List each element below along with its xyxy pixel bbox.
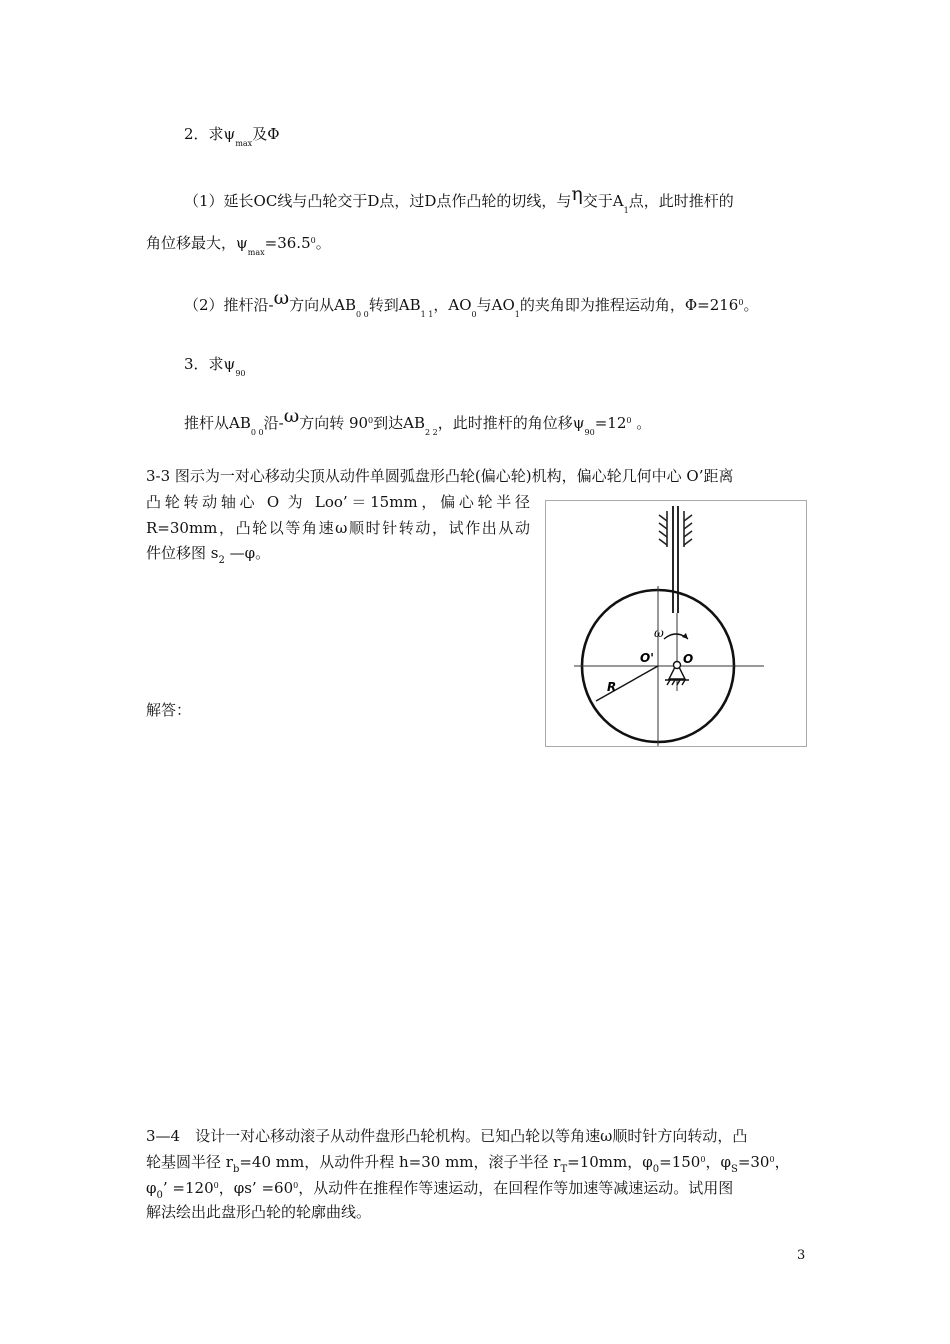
problem-3-4-line-3: $\varphi_0$’ $=120^0$，φs’ $=60^0$，从动件在推程作等速运动，在回程作等加速等减速运动。试用图: [146, 1179, 734, 1201]
section-2-paragraph-1-cont: 角位移最大，$\psi_{max}=36.5^0$。: [146, 234, 331, 257]
follower-rod: [673, 506, 678, 613]
cam-mechanism-figure: [545, 500, 807, 747]
section-3-paragraph: 推杆从$AB_{0 0}$沿-ω方向转 $90^0$到达$AB_{2 2}$，此时推杆的角位移$\psi_{90}=12^0$ 。: [184, 405, 652, 437]
answer-label: 解答：: [146, 701, 192, 719]
omega-label: ω: [654, 626, 664, 640]
page-number: 3: [797, 1248, 806, 1263]
section-2-paragraph-1: （1）延长OC线与凸轮交于D点，过D点作凸轮的切线，与η交于$A_1$点，此时推杆的: [184, 183, 734, 215]
problem-3-4-line-4: 解法绘出此盘形凸轮的轮廓曲线。: [146, 1203, 372, 1221]
o-label: O: [683, 652, 694, 666]
r-label: R: [607, 680, 617, 694]
o-prime-label: O': [640, 651, 654, 665]
problem-3-3-line-4: 件位移图 $s_2$ —φ。: [146, 544, 271, 566]
problem-3-4-line-2: 轮基圆半径 $r_b=40$ mm，从动件升程 h=30 mm，滚子半径 $r_T=10mm$，$\varphi_0=150^0$，$\varphi_S=30^0$，: [146, 1153, 790, 1175]
section-2-paragraph-2: （2）推杆沿-ω方向从$AB_{0 0}$转到$AB_{1 1}$，$AO_0$与$AO_1$的夹角即为推程运动角，$\Phi=216^0$。: [184, 287, 759, 319]
problem-3-3-line-2: 凸轮转动轴心 O 为 Loo’＝15mm，偏心轮半径: [146, 493, 530, 511]
center-lines: [574, 586, 764, 746]
cam-mechanism-diagram: [546, 501, 806, 746]
section-3-heading: 3．求$\psi_{90}$: [184, 355, 246, 378]
radius-line: [596, 666, 658, 701]
problem-3-3-line-3: R=30mm，凸轮以等角速ω顺时针转动，试作出从动: [146, 519, 530, 537]
problem-3-4-line-1: 3—4 设计一对心移动滚子从动件盘形凸轮机构。已知凸轮以等角速ω顺时针方向转动，凸: [146, 1127, 748, 1145]
section-2-heading: 2．求$\psi_{max}$及Φ: [184, 125, 280, 148]
problem-3-3-line-1: 3-3 图示为一对心移动尖顶从动件单圆弧盘形凸轮(偏心轮)机构，偏心轮几何中心 O’距离: [146, 467, 734, 485]
follower-guide: [659, 511, 692, 547]
